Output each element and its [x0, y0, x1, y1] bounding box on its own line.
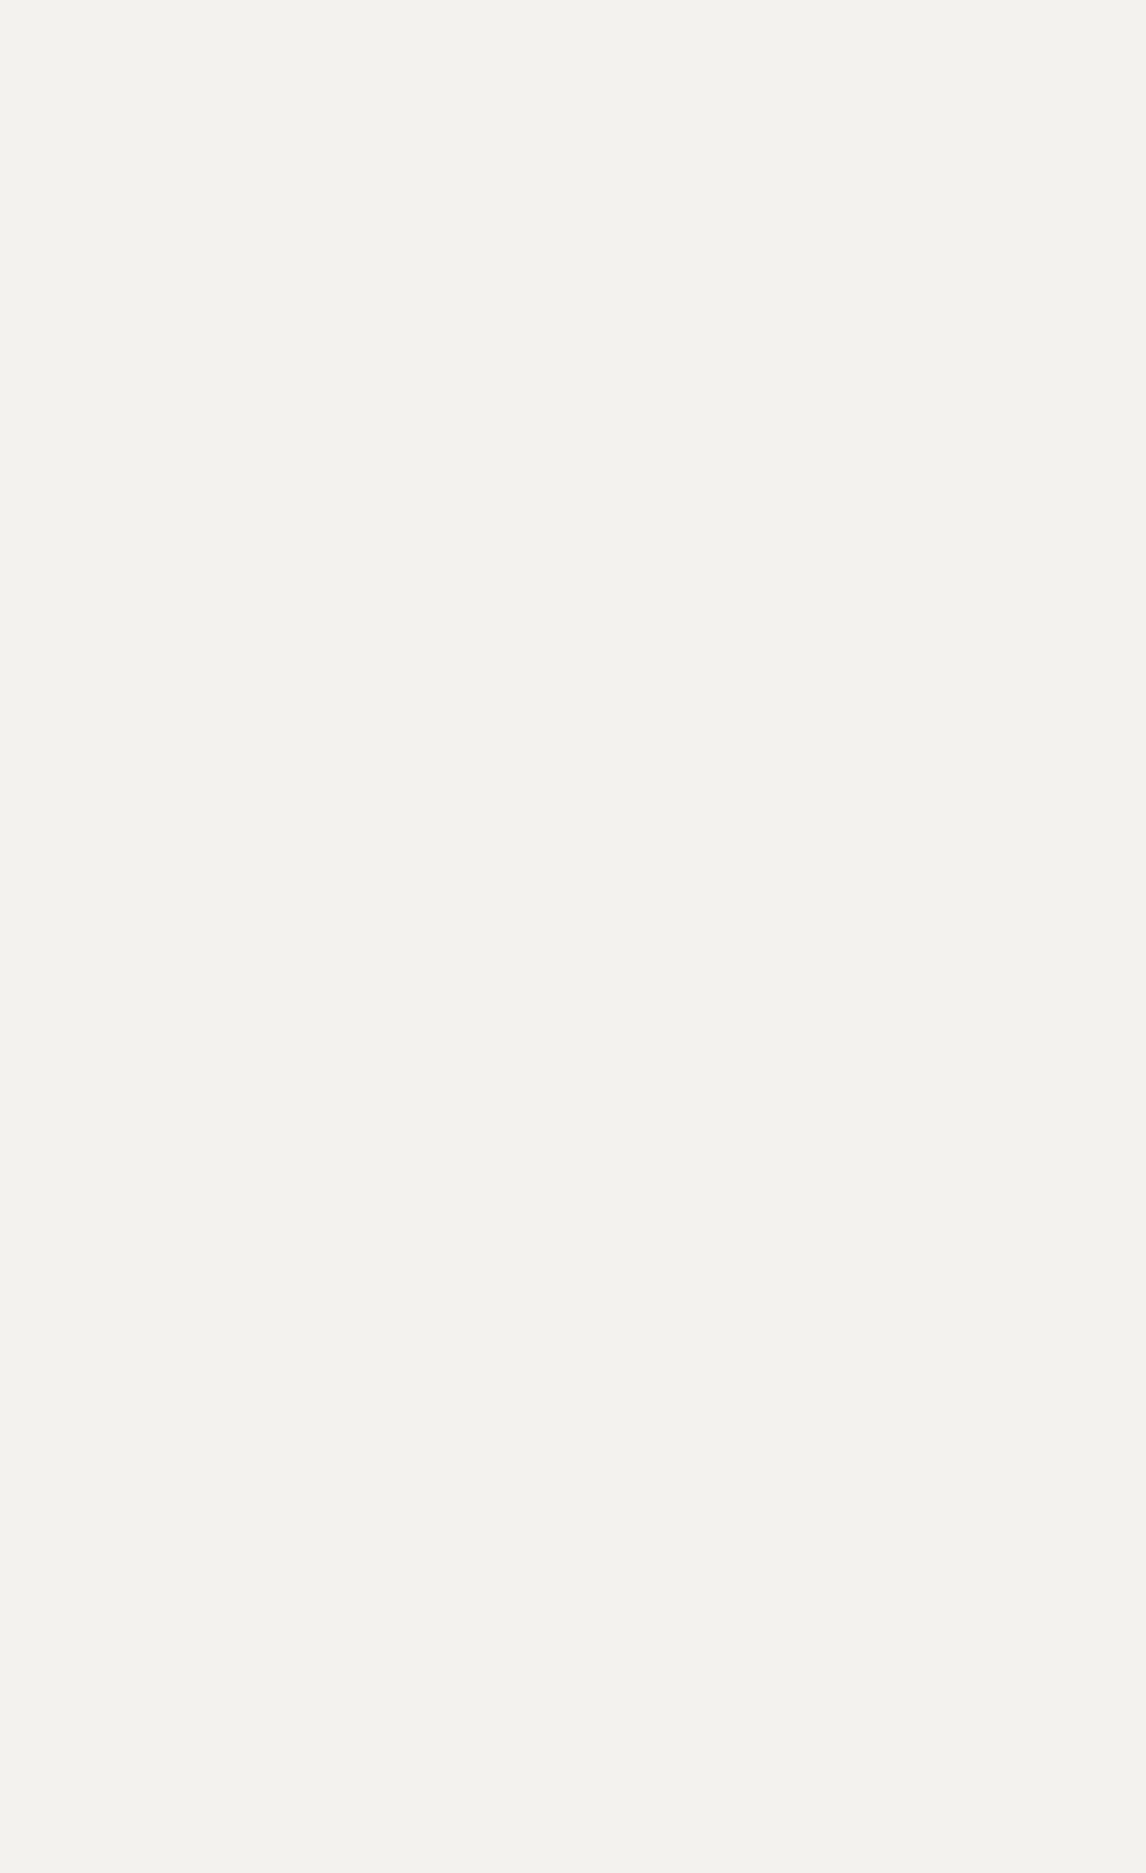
document-page	[0, 0, 1146, 1873]
